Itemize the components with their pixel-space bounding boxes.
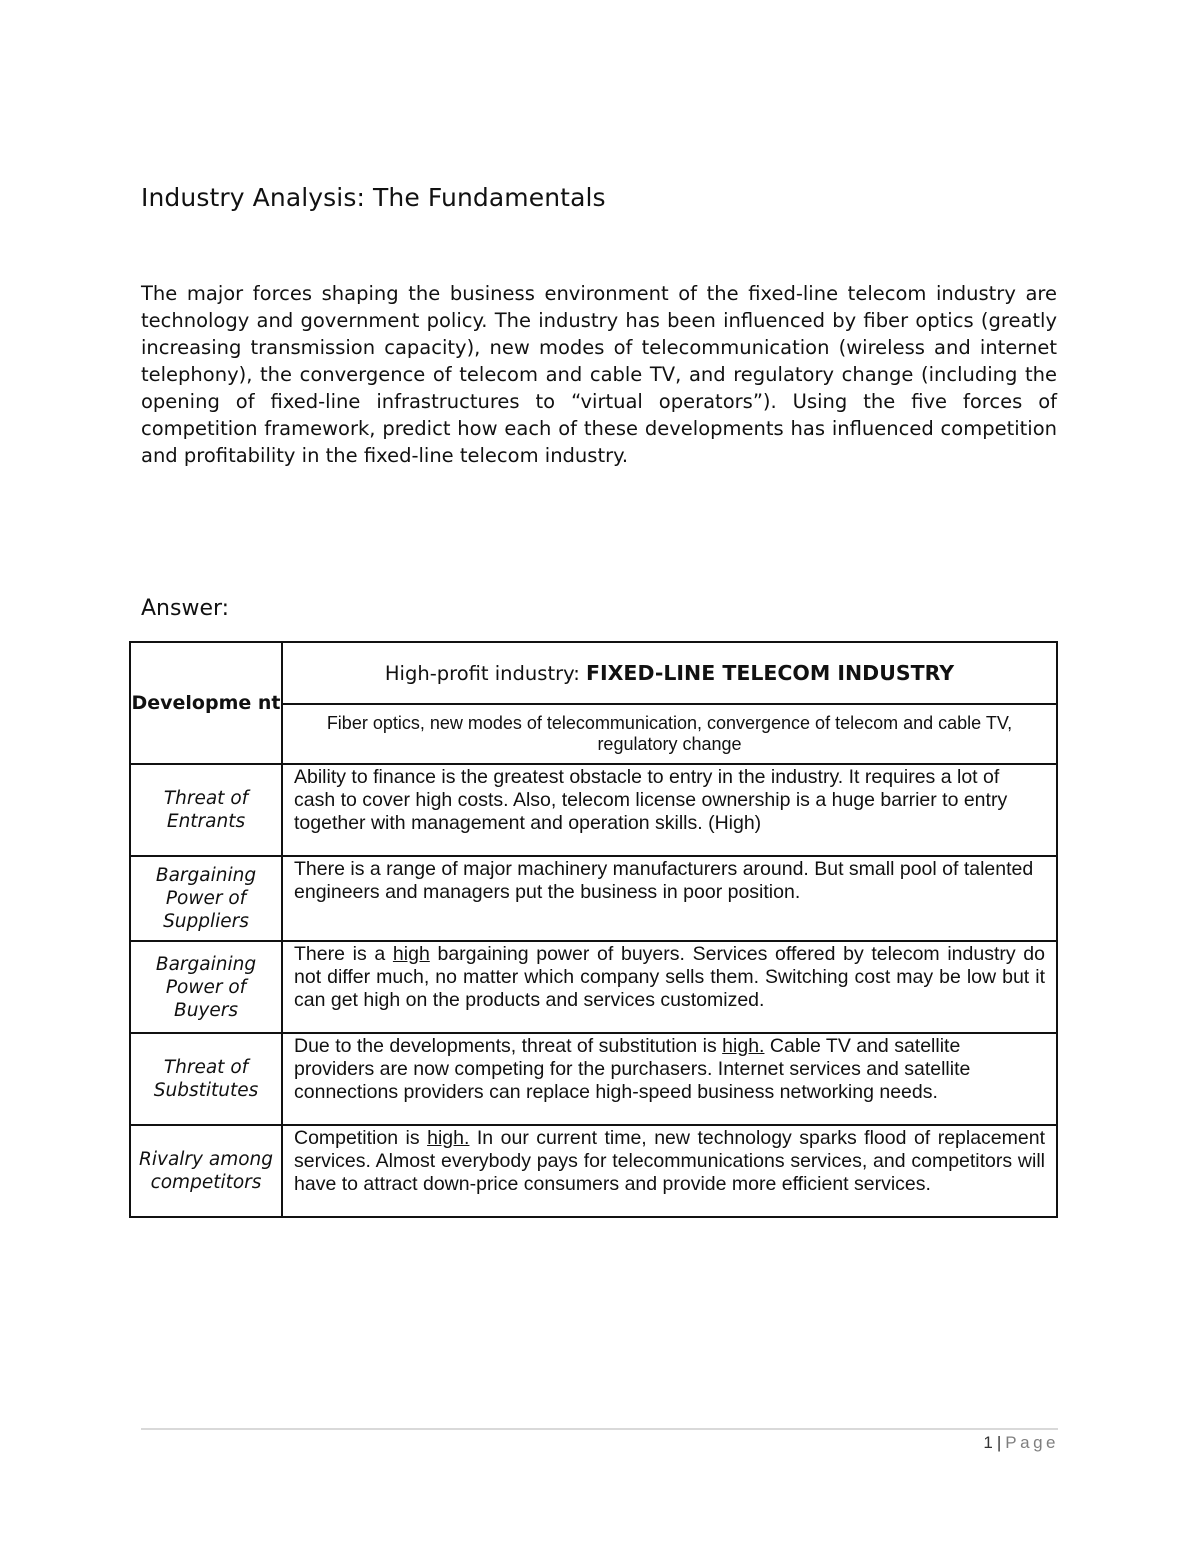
table-row xyxy=(130,941,1057,1033)
force-text-cell xyxy=(282,1125,1057,1217)
force-text: Ability to finance is the greatest obstacle to entry in the industry. It requires a lot of cash to cover high costs. Also, telecom license ownership is a huge barrier to entry together with management and operation skills. (High) xyxy=(294,766,1008,834)
developments-text: Fiber optics, new modes of telecommunication, convergence of telecom and cable TV, regulatory change xyxy=(326,713,1013,754)
page-title: Industry Analysis: The Fundamentals xyxy=(141,183,606,212)
page-number: 1 xyxy=(983,1433,993,1452)
force-text-cell xyxy=(282,941,1057,1033)
force-label-cell xyxy=(130,1033,282,1125)
industry-name: FIXED-LINE TELECOM INDUSTRY xyxy=(586,661,955,685)
force-label-cell xyxy=(130,856,282,941)
table-row xyxy=(130,856,1057,941)
industry-header-prefix: High-profit industry: xyxy=(384,662,586,685)
force-text: There is a range of major machinery manufacturers around. But small pool of talented engineers and managers put the business in poor position. xyxy=(294,858,1034,903)
table-row xyxy=(130,764,1057,856)
force-text-cell xyxy=(282,1033,1057,1125)
force-label: Rivalry among competitors xyxy=(139,1149,273,1193)
force-text-emphasis: high xyxy=(392,943,430,965)
force-text-after: In our current time, new technology sparks flood of replacement services. Almost everybody pays for telecommunications services, and competitors will have to attract down-price consumers and provide more efficient services. xyxy=(294,1127,1046,1195)
page-footer xyxy=(983,1433,1059,1453)
force-label: Threat of Entrants xyxy=(163,788,249,832)
force-text-cell xyxy=(282,764,1057,856)
force-label-cell xyxy=(130,941,282,1033)
page-label: Page xyxy=(1005,1433,1059,1452)
developments-cell xyxy=(282,704,1057,764)
development-label-cell xyxy=(130,642,282,764)
force-label: Bargaining Power of Buyers xyxy=(155,953,257,1021)
force-text-before: There is a xyxy=(294,943,393,965)
industry-header-cell xyxy=(282,642,1057,704)
force-label-cell xyxy=(130,1125,282,1217)
force-text-emphasis: high. xyxy=(722,1035,765,1057)
five-forces-table xyxy=(129,641,1058,1218)
footer-divider xyxy=(141,1428,1058,1430)
development-label: Developme nt xyxy=(131,692,281,714)
force-text-after: Cable TV and satellite providers are now competing for the purchasers. Internet services and satellite connections providers can replace high-speed business networking needs. xyxy=(294,1035,971,1103)
footer-separator: | xyxy=(996,1433,1002,1452)
table-header-row xyxy=(130,642,1057,704)
force-text-after: bargaining power of buyers. Services offered by telecom industry do not differ much, no matter which company sells them. Switching cost may be low but it can get high on the products and services customized. xyxy=(294,943,1045,1011)
force-label: Bargaining Power of Suppliers xyxy=(155,865,257,932)
table-row xyxy=(130,1033,1057,1125)
force-text-cell xyxy=(282,856,1057,941)
force-label: Threat of Substitutes xyxy=(153,1057,259,1101)
force-text-before: Due to the developments, threat of substitution is xyxy=(294,1035,723,1057)
force-label-cell xyxy=(130,764,282,856)
table-row xyxy=(130,1125,1057,1217)
answer-heading: Answer: xyxy=(141,596,230,621)
force-text-before: Competition is xyxy=(294,1127,428,1149)
intro-paragraph: The major forces shaping the business environment of the fixed-line telecom industry are technology and government policy. The industry has been influenced by fiber optics (greatly increasing transmission capacity), new modes of telecommunication (wireless and internet telephony), the convergence of telecom and cable TV, and regulatory change (including the opening of fixed-line infrastructures to “virtual operators”). Using the five forces of competition framework, predict how each of these developments has influenced competition and profitability in the fixed-line telecom industry. xyxy=(141,282,1057,467)
force-text-emphasis: high. xyxy=(427,1127,470,1149)
